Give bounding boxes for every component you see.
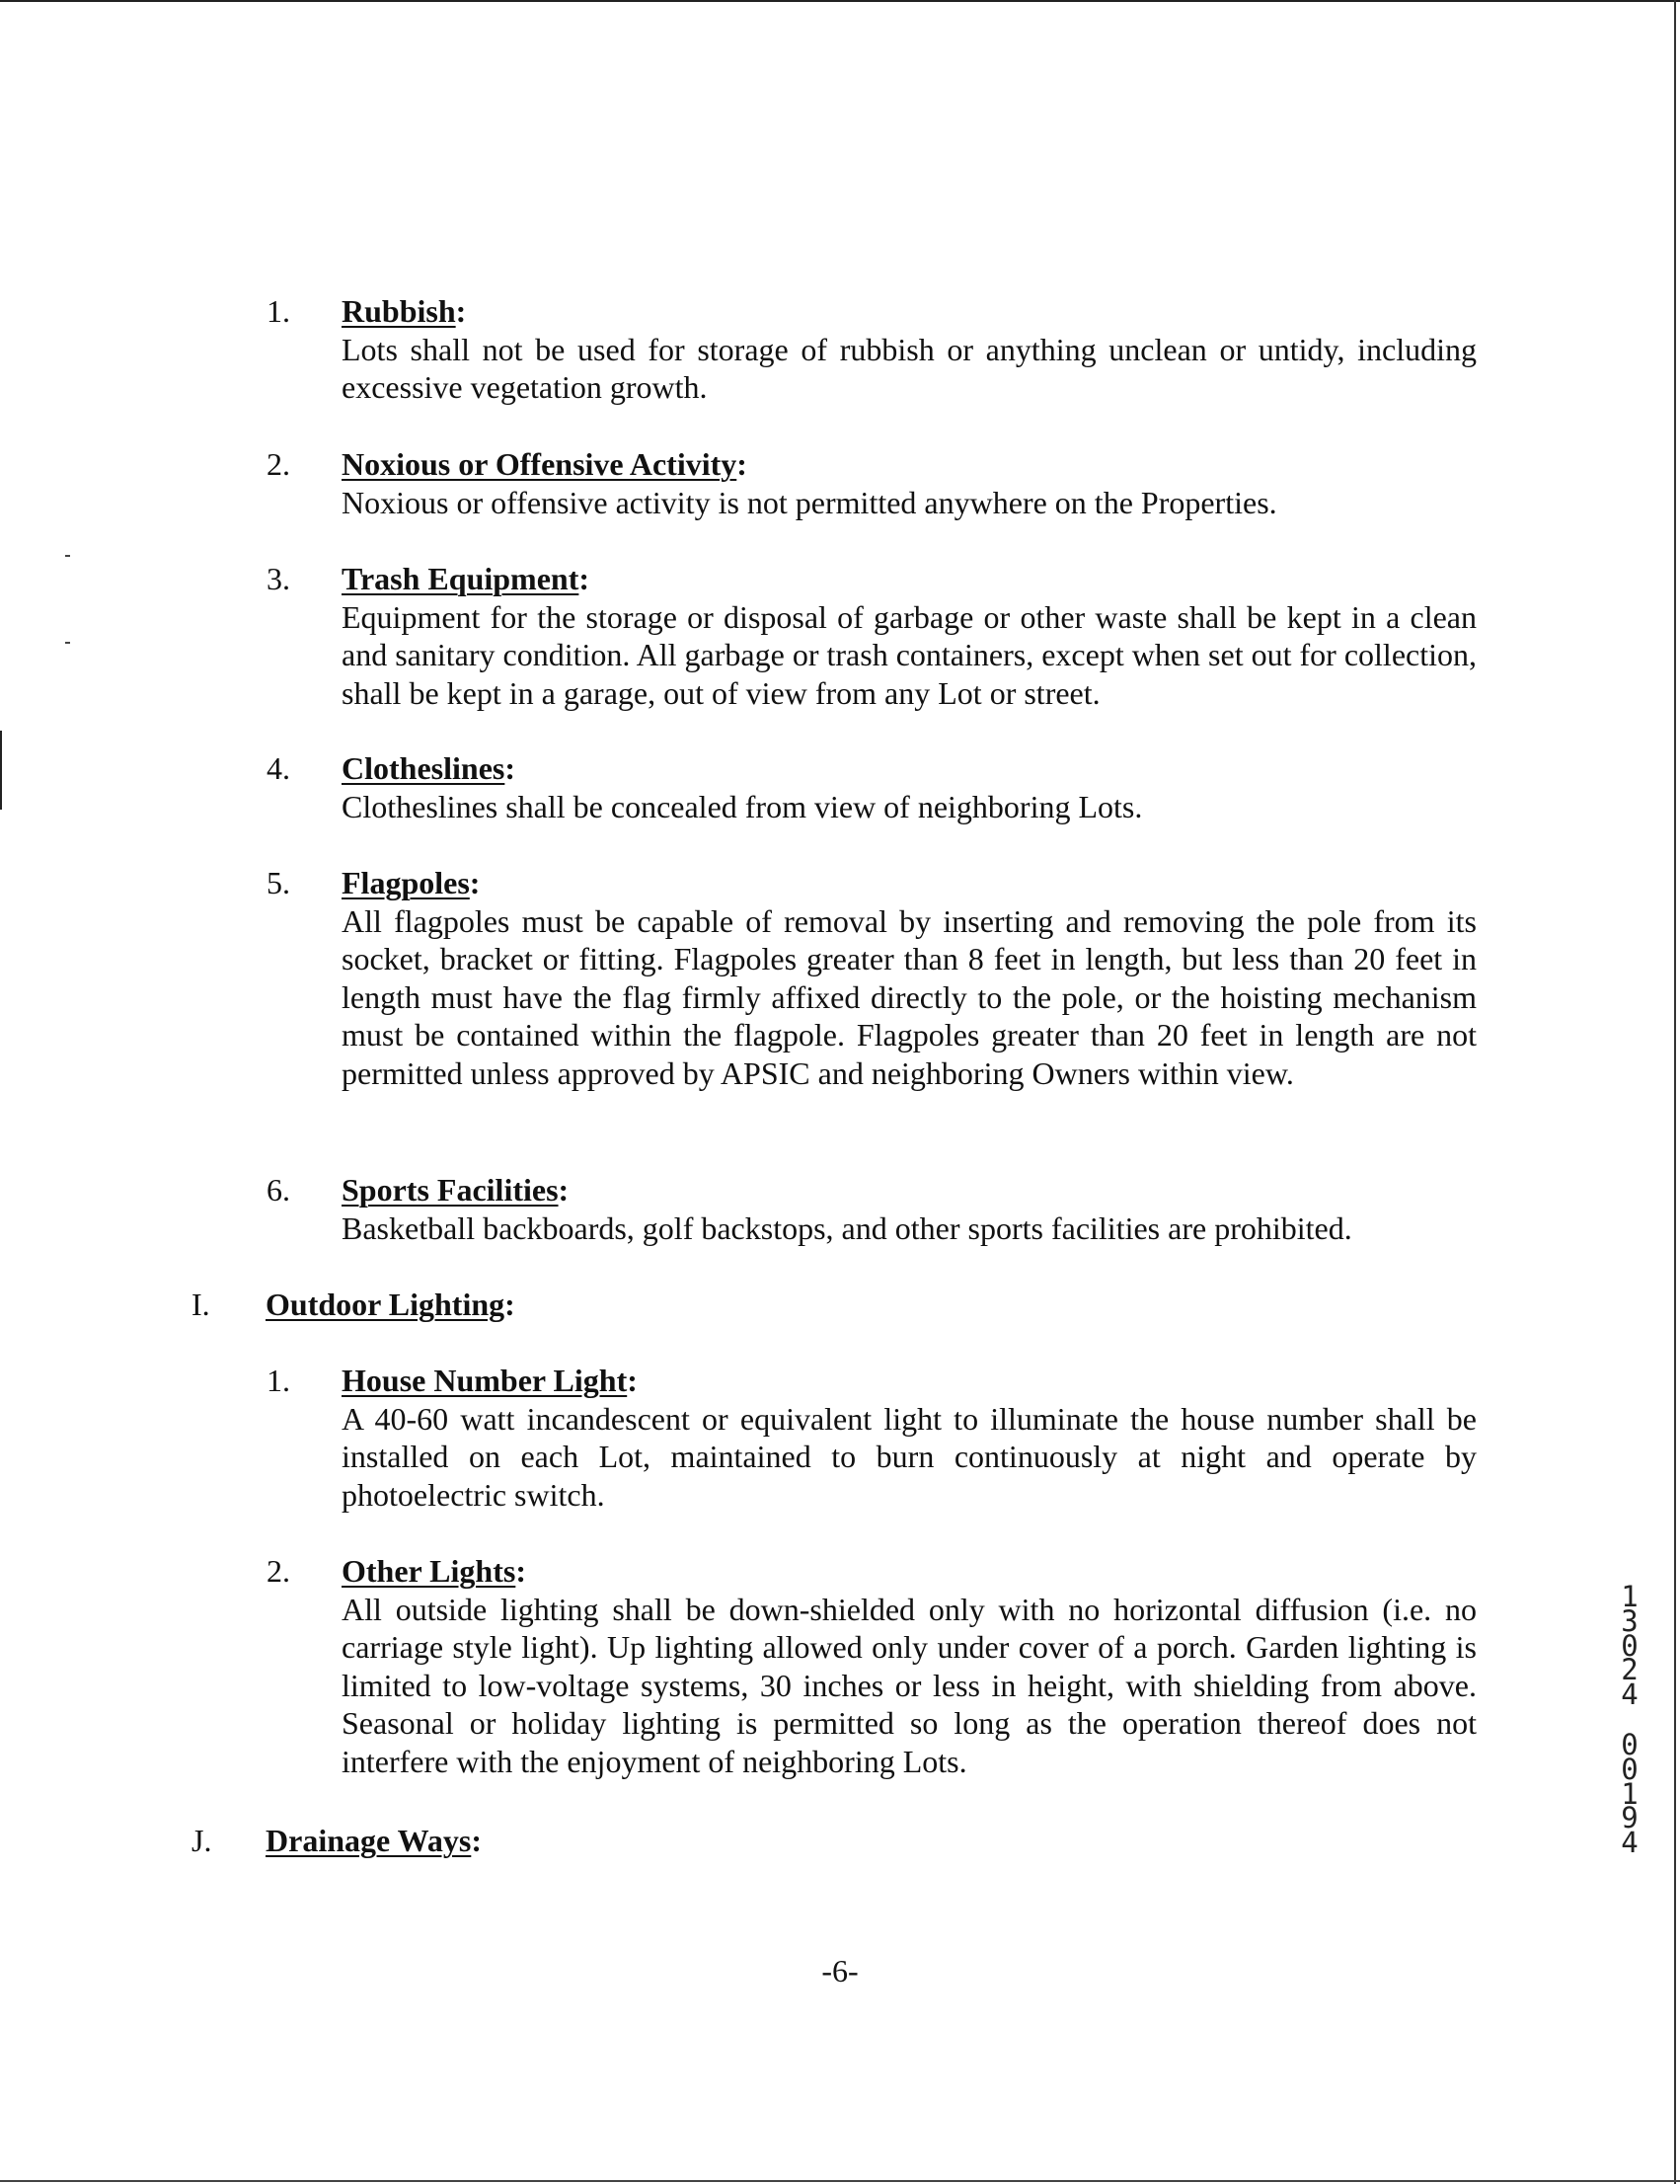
item-heading	[342, 864, 1477, 902]
item-title: Sports Facilities	[342, 1172, 559, 1208]
scan-tick	[65, 642, 70, 644]
section-letter: I.	[191, 1287, 210, 1322]
item-body: A 40-60 watt incandescent or equivalent light to illuminate the house number shall be installed on each Lot, maintained to burn continuously at night and operate by photoelectric switch.	[342, 1400, 1477, 1513]
section-letter: J.	[191, 1823, 212, 1858]
item-body: Equipment for the storage or disposal of garbage or other waste shall be kept in a clean and sanitary condition. All garbage or trash containers, except when set out for collection, shall be kept in a garage, out of view from any Lot or street.	[342, 598, 1477, 711]
item-title: Flagpoles	[342, 865, 470, 900]
item-heading	[342, 292, 1477, 331]
item-other-lights	[342, 1552, 1477, 1780]
item-heading	[342, 1552, 1477, 1591]
section-drainage-ways-heading	[266, 1822, 482, 1860]
item-body: All flagpoles must be capable of removal by inserting and removing the pole from its socket, bracket or fitting. Flagpoles greater than 8 feet in length, but less than 20 feet in length must have the flag firmly affixed directly to the pole, or the hoisting mechanism must be contained within the flagpole. Flagpoles greater than 20 feet in length are not permitted unless approved by APSIC and neighboring Owners within view.	[342, 902, 1477, 1091]
item-title-colon: :	[558, 1172, 570, 1208]
item-title-colon: :	[469, 865, 481, 900]
section-title: Drainage Ways	[266, 1823, 472, 1858]
item-number: 2.	[267, 446, 290, 482]
scan-tick	[65, 555, 70, 557]
section-outdoor-lighting-heading	[266, 1286, 515, 1324]
section-title-colon: :	[471, 1823, 482, 1858]
item-number: 1.	[267, 293, 290, 329]
item-title: Noxious or Offensive Activity	[342, 446, 737, 482]
document-number-digit: 1	[1621, 1580, 1639, 1613]
item-body: Clotheslines shall be concealed from view of neighboring Lots.	[342, 788, 1143, 824]
item-number: 2.	[267, 1553, 290, 1589]
scan-mark-left	[0, 731, 2, 810]
scan-border-right	[1674, 0, 1676, 2184]
scan-border-top	[0, 0, 1680, 2]
item-body: All outside lighting shall be down-shielded only with no horizontal diffusion (i.e. no carriage style light). Up lighting allowed only under cover of a porch. Garden lighting is limited to low-voltage systems, 30 inches or less in height, with shielding from above. Seasonal or holiday lighting is permitted so long as the operation thereof does not interfere with the enjoyment of neighboring Lots.	[342, 1591, 1477, 1779]
item-trash-equipment	[342, 560, 1477, 712]
item-title: Rubbish	[342, 293, 456, 329]
document-number-digit: 0	[1621, 1727, 1639, 1761]
document-number-digit: 4	[1621, 1826, 1639, 1860]
item-number: 3.	[267, 561, 290, 596]
item-body: Lots shall not be used for storage of rubbish or anything unclean or untidy, including excessive vegetation growth.	[342, 331, 1477, 405]
item-rubbish	[342, 292, 1477, 407]
item-sports-facilities	[342, 1171, 1477, 1247]
item-heading	[342, 1171, 1477, 1209]
item-title-colon: :	[578, 561, 590, 596]
item-clotheslines	[342, 749, 1477, 825]
item-heading	[342, 749, 1477, 788]
item-number: 6.	[267, 1172, 290, 1208]
document-number-stamp	[1615, 1580, 1644, 1860]
item-house-number-light	[342, 1362, 1477, 1514]
document-number-digit: 3	[1621, 1603, 1639, 1638]
document-number-digit: 1	[1621, 1776, 1639, 1811]
item-title-colon: :	[515, 1553, 526, 1589]
item-heading	[342, 560, 1477, 598]
section-title: Outdoor Lighting	[266, 1287, 505, 1322]
item-title: House Number Light	[342, 1363, 628, 1398]
item-title: Clotheslines	[342, 750, 505, 786]
scan-border-bottom	[0, 2180, 1680, 2182]
item-title-colon: :	[736, 446, 747, 482]
item-heading	[342, 445, 1477, 484]
item-number: 1.	[267, 1363, 290, 1398]
item-body: Basketball backboards, golf backstops, and other sports facilities are prohibited.	[342, 1209, 1352, 1246]
document-number-digit: 2	[1621, 1653, 1639, 1687]
section-title-colon: :	[504, 1287, 515, 1322]
item-flagpoles	[342, 864, 1477, 1092]
item-title-colon: :	[504, 750, 515, 786]
item-title-colon: :	[627, 1363, 638, 1398]
item-number: 4.	[267, 750, 290, 786]
page-number: -6-	[821, 1953, 859, 1989]
item-heading	[342, 1362, 1477, 1400]
item-title-colon: :	[455, 293, 467, 329]
document-number-digit: 0	[1621, 1752, 1639, 1786]
item-title: Trash Equipment	[342, 561, 579, 596]
document-number-digit: 4	[1621, 1677, 1639, 1712]
document-number-digit: 0	[1621, 1628, 1639, 1663]
item-number: 5.	[267, 865, 290, 900]
document-number-digit: 9	[1621, 1801, 1639, 1835]
item-noxious-activity	[342, 445, 1477, 521]
item-body: Noxious or offensive activity is not permitted anywhere on the Properties.	[342, 484, 1277, 520]
item-title: Other Lights	[342, 1553, 516, 1589]
